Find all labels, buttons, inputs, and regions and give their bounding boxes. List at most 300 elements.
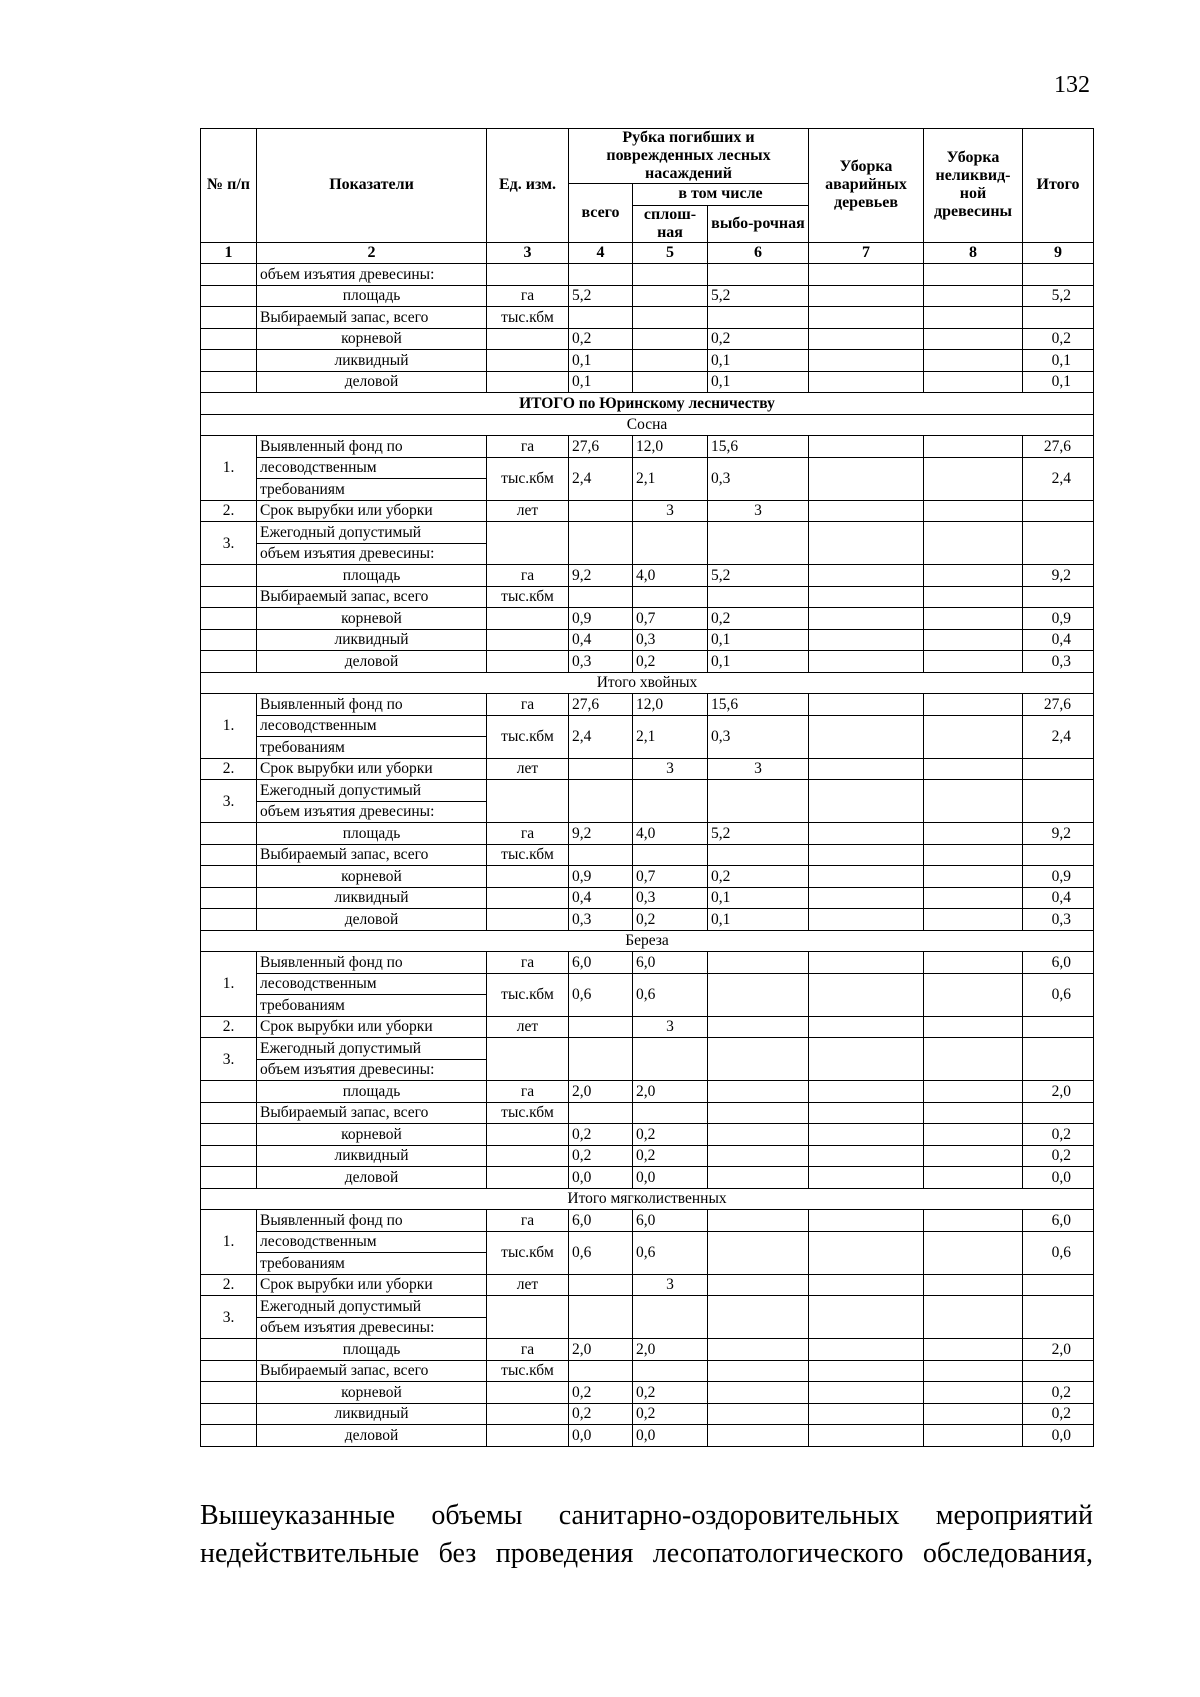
row-unit: га	[487, 694, 569, 716]
row-unit: тыс.кбм	[487, 715, 569, 758]
value-cell: 0,3	[708, 715, 809, 758]
value-cell	[569, 1274, 633, 1296]
value-cell	[633, 350, 708, 372]
value-cell	[924, 1038, 1023, 1081]
value-cell	[809, 328, 924, 350]
forest-felling-table	[200, 128, 1094, 1447]
value-cell: 6,0	[1023, 952, 1094, 974]
row-unit	[487, 522, 569, 565]
value-cell	[633, 586, 708, 608]
row-label: лесоводственным	[257, 457, 487, 479]
row-unit: тыс.кбм	[487, 1360, 569, 1382]
value-cell	[809, 909, 924, 931]
row-index	[201, 1425, 257, 1447]
row-label: ликвидный	[257, 1145, 487, 1167]
column-number: 1	[201, 242, 257, 264]
value-cell	[809, 1382, 924, 1404]
table-row	[201, 758, 1094, 780]
table-row	[201, 1382, 1094, 1404]
row-index	[201, 1360, 257, 1382]
header-num: № п/п	[201, 129, 257, 243]
value-cell: 6,0	[633, 1210, 708, 1232]
value-cell	[924, 715, 1023, 758]
row-label: лесоводственным	[257, 973, 487, 995]
value-cell	[924, 328, 1023, 350]
value-cell	[924, 1360, 1023, 1382]
row-index	[201, 1339, 257, 1361]
header-clear: сплош-ная	[633, 205, 708, 242]
value-cell: 0,6	[569, 1231, 633, 1274]
section-title: Итого хвойных	[201, 672, 1094, 694]
column-number: 9	[1023, 242, 1094, 264]
row-index: 1.	[201, 436, 257, 501]
row-index	[201, 823, 257, 845]
value-cell	[633, 328, 708, 350]
value-cell	[809, 1124, 924, 1146]
itogo-title-row	[201, 393, 1094, 415]
row-label: площадь	[257, 1339, 487, 1361]
value-cell: 0,9	[1023, 608, 1094, 630]
row-index	[201, 1403, 257, 1425]
value-cell	[708, 1016, 809, 1038]
row-index	[201, 1382, 257, 1404]
value-cell	[809, 1081, 924, 1103]
row-index	[201, 1102, 257, 1124]
value-cell: 2,0	[633, 1081, 708, 1103]
row-label: Ежегодный допустимый	[257, 780, 487, 802]
row-index	[201, 264, 257, 286]
value-cell	[1023, 264, 1094, 286]
row-label: ликвидный	[257, 350, 487, 372]
section-title: Сосна	[201, 414, 1094, 436]
row-unit	[487, 1145, 569, 1167]
value-cell	[809, 285, 924, 307]
row-label: объем изъятия древесины:	[257, 801, 487, 823]
table-row	[201, 973, 1094, 995]
value-cell	[809, 1145, 924, 1167]
value-cell	[809, 565, 924, 587]
value-cell	[1023, 758, 1094, 780]
value-cell	[809, 758, 924, 780]
value-cell: 0,4	[569, 629, 633, 651]
value-cell: 6,0	[633, 952, 708, 974]
row-unit	[487, 629, 569, 651]
table-row	[201, 1360, 1094, 1382]
value-cell: 0,1	[708, 909, 809, 931]
table-row	[201, 715, 1094, 737]
value-cell	[708, 1231, 809, 1274]
value-cell	[809, 350, 924, 372]
value-cell	[569, 1296, 633, 1339]
row-unit: тыс.кбм	[487, 457, 569, 500]
value-cell	[809, 457, 924, 500]
value-cell	[924, 694, 1023, 716]
value-cell	[708, 780, 809, 823]
value-cell	[809, 307, 924, 329]
row-label: объем изъятия древесины:	[257, 543, 487, 565]
value-cell: 0,2	[1023, 1124, 1094, 1146]
value-cell	[708, 1296, 809, 1339]
itogo-title: ИТОГО по Юринскому лесничеству	[201, 393, 1094, 415]
value-cell	[924, 1296, 1023, 1339]
value-cell: 4,0	[633, 565, 708, 587]
value-cell	[924, 1102, 1023, 1124]
row-index: 1.	[201, 952, 257, 1017]
value-cell	[708, 973, 809, 1016]
value-cell	[633, 371, 708, 393]
value-cell	[809, 608, 924, 630]
value-cell: 0,0	[569, 1425, 633, 1447]
row-index	[201, 586, 257, 608]
section-title-row	[201, 672, 1094, 694]
value-cell: 0,9	[1023, 866, 1094, 888]
value-cell: 0,2	[708, 866, 809, 888]
value-cell	[809, 371, 924, 393]
row-index: 1.	[201, 1210, 257, 1275]
value-cell: 0,7	[633, 866, 708, 888]
header-including: в том числе	[633, 184, 809, 206]
closing-line-2: недействительные без проведения лесопатологического обследования,	[200, 1538, 1093, 1569]
value-cell: 2,4	[1023, 457, 1094, 500]
table-row	[201, 1081, 1094, 1103]
value-cell	[924, 1145, 1023, 1167]
value-cell: 0,2	[569, 328, 633, 350]
value-cell	[708, 1081, 809, 1103]
row-index: 3.	[201, 1296, 257, 1339]
row-unit: лет	[487, 1016, 569, 1038]
value-cell: 9,2	[1023, 565, 1094, 587]
value-cell: 0,3	[1023, 651, 1094, 673]
value-cell	[633, 1038, 708, 1081]
value-cell	[809, 1339, 924, 1361]
value-cell	[569, 586, 633, 608]
value-cell: 0,1	[569, 371, 633, 393]
table-row	[201, 350, 1094, 372]
value-cell	[569, 758, 633, 780]
value-cell: 0,6	[569, 973, 633, 1016]
header-emergency: Уборка аварийных деревьев	[809, 129, 924, 243]
row-label: Ежегодный допустимый	[257, 1038, 487, 1060]
row-unit: лет	[487, 500, 569, 522]
value-cell	[809, 1296, 924, 1339]
value-cell	[809, 1360, 924, 1382]
value-cell	[569, 1016, 633, 1038]
value-cell: 4,0	[633, 823, 708, 845]
value-cell	[708, 1102, 809, 1124]
value-cell: 2,4	[1023, 715, 1094, 758]
row-unit	[487, 780, 569, 823]
row-unit	[487, 608, 569, 630]
table-row	[201, 1231, 1094, 1253]
value-cell	[633, 1102, 708, 1124]
value-cell: 0,9	[569, 608, 633, 630]
value-cell	[809, 887, 924, 909]
row-index	[201, 307, 257, 329]
row-index: 2.	[201, 758, 257, 780]
value-cell	[924, 307, 1023, 329]
row-label: площадь	[257, 823, 487, 845]
row-index: 2.	[201, 1274, 257, 1296]
value-cell: 0,4	[1023, 887, 1094, 909]
row-unit: тыс.кбм	[487, 307, 569, 329]
row-index	[201, 866, 257, 888]
section-title: Итого мягколиственных	[201, 1188, 1094, 1210]
row-label: деловой	[257, 1425, 487, 1447]
value-cell	[924, 1210, 1023, 1232]
value-cell	[809, 844, 924, 866]
row-label: Срок вырубки или уборки	[257, 1274, 487, 1296]
value-cell: 2,0	[569, 1339, 633, 1361]
row-label: Выбираемый запас, всего	[257, 307, 487, 329]
row-label: Выявленный фонд по	[257, 694, 487, 716]
value-cell	[924, 1231, 1023, 1274]
value-cell: 0,6	[633, 973, 708, 1016]
row-index	[201, 844, 257, 866]
value-cell	[569, 1102, 633, 1124]
row-unit: га	[487, 1339, 569, 1361]
value-cell	[924, 586, 1023, 608]
row-unit	[487, 651, 569, 673]
value-cell	[809, 586, 924, 608]
row-label: деловой	[257, 1167, 487, 1189]
value-cell: 15,6	[708, 436, 809, 458]
value-cell: 0,2	[1023, 328, 1094, 350]
row-index	[201, 565, 257, 587]
row-label: Выявленный фонд по	[257, 1210, 487, 1232]
row-index	[201, 909, 257, 931]
value-cell: 3	[633, 500, 708, 522]
value-cell	[924, 1425, 1023, 1447]
table-row	[201, 436, 1094, 458]
row-label: Выбираемый запас, всего	[257, 586, 487, 608]
table-row	[201, 1102, 1094, 1124]
column-number: 6	[708, 242, 809, 264]
value-cell: 0,2	[633, 1124, 708, 1146]
row-index	[201, 285, 257, 307]
value-cell	[1023, 586, 1094, 608]
value-cell	[633, 307, 708, 329]
value-cell	[924, 1167, 1023, 1189]
row-label: требованиям	[257, 737, 487, 759]
value-cell: 0,1	[708, 629, 809, 651]
value-cell	[708, 1274, 809, 1296]
row-unit: га	[487, 565, 569, 587]
value-cell: 0,0	[1023, 1425, 1094, 1447]
value-cell: 5,2	[708, 285, 809, 307]
value-cell: 0,1	[1023, 350, 1094, 372]
table-row	[201, 780, 1094, 802]
value-cell	[708, 1425, 809, 1447]
value-cell	[809, 866, 924, 888]
row-index	[201, 371, 257, 393]
value-cell	[708, 1038, 809, 1081]
value-cell	[924, 1339, 1023, 1361]
table-row	[201, 264, 1094, 286]
row-label: корневой	[257, 866, 487, 888]
header-felling-group: Рубка погибших и поврежденных лесных насаждений	[569, 129, 809, 184]
row-unit: тыс.кбм	[487, 1231, 569, 1274]
value-cell	[708, 586, 809, 608]
value-cell	[924, 1382, 1023, 1404]
value-cell	[633, 522, 708, 565]
row-label: Выявленный фонд по	[257, 952, 487, 974]
value-cell: 0,3	[708, 457, 809, 500]
row-unit	[487, 1296, 569, 1339]
value-cell: 0,2	[708, 328, 809, 350]
table-row	[201, 565, 1094, 587]
row-index	[201, 608, 257, 630]
value-cell	[924, 522, 1023, 565]
value-cell	[1023, 500, 1094, 522]
value-cell: 0,0	[633, 1425, 708, 1447]
row-label: деловой	[257, 909, 487, 931]
value-cell	[1023, 1296, 1094, 1339]
value-cell	[708, 1167, 809, 1189]
row-label: ликвидный	[257, 1403, 487, 1425]
row-unit: га	[487, 285, 569, 307]
row-label: объем изъятия древесины:	[257, 1059, 487, 1081]
value-cell	[809, 1102, 924, 1124]
value-cell	[809, 823, 924, 845]
value-cell	[924, 371, 1023, 393]
value-cell	[809, 694, 924, 716]
value-cell: 0,0	[1023, 1167, 1094, 1189]
value-cell: 5,2	[1023, 285, 1094, 307]
value-cell	[924, 1081, 1023, 1103]
row-index: 3.	[201, 522, 257, 565]
value-cell: 0,3	[633, 887, 708, 909]
value-cell	[924, 973, 1023, 1016]
value-cell	[924, 1016, 1023, 1038]
header-itogo: Итого	[1023, 129, 1094, 243]
value-cell: 27,6	[1023, 436, 1094, 458]
value-cell	[809, 522, 924, 565]
row-unit: тыс.кбм	[487, 1102, 569, 1124]
value-cell	[633, 264, 708, 286]
value-cell	[924, 350, 1023, 372]
value-cell: 0,2	[633, 1382, 708, 1404]
value-cell	[809, 1167, 924, 1189]
row-label: требованиям	[257, 995, 487, 1017]
row-label: Срок вырубки или уборки	[257, 1016, 487, 1038]
value-cell: 0,2	[569, 1124, 633, 1146]
value-cell: 12,0	[633, 694, 708, 716]
value-cell	[708, 1382, 809, 1404]
row-unit: тыс.кбм	[487, 973, 569, 1016]
value-cell	[633, 1360, 708, 1382]
value-cell	[708, 1403, 809, 1425]
value-cell	[1023, 522, 1094, 565]
column-numbers-row	[201, 242, 1094, 264]
row-label: площадь	[257, 1081, 487, 1103]
table-row	[201, 1038, 1094, 1060]
table-row	[201, 371, 1094, 393]
table-row	[201, 887, 1094, 909]
row-index: 3.	[201, 780, 257, 823]
row-label: корневой	[257, 328, 487, 350]
value-cell	[809, 629, 924, 651]
value-cell	[708, 1360, 809, 1382]
table-row	[201, 651, 1094, 673]
value-cell	[1023, 780, 1094, 823]
value-cell	[1023, 307, 1094, 329]
value-cell: 0,1	[708, 887, 809, 909]
value-cell	[1023, 1274, 1094, 1296]
value-cell: 12,0	[633, 436, 708, 458]
column-number: 7	[809, 242, 924, 264]
row-label: Срок вырубки или уборки	[257, 500, 487, 522]
row-unit	[487, 1124, 569, 1146]
column-number: 3	[487, 242, 569, 264]
value-cell: 3	[633, 758, 708, 780]
row-unit	[487, 1425, 569, 1447]
value-cell: 3	[708, 500, 809, 522]
table-row	[201, 1403, 1094, 1425]
value-cell	[924, 887, 1023, 909]
table-row	[201, 694, 1094, 716]
table-row	[201, 823, 1094, 845]
value-cell	[708, 1145, 809, 1167]
table-row	[201, 909, 1094, 931]
row-unit: га	[487, 952, 569, 974]
value-cell	[809, 264, 924, 286]
row-label: Выявленный фонд по	[257, 436, 487, 458]
value-cell	[924, 1274, 1023, 1296]
row-label: площадь	[257, 285, 487, 307]
section-title-row	[201, 930, 1094, 952]
closing-line-1: Вышеуказанные объемы санитарно-оздоровительных мероприятий	[200, 1500, 1093, 1531]
table-row	[201, 1167, 1094, 1189]
table-row	[201, 285, 1094, 307]
row-label: площадь	[257, 565, 487, 587]
value-cell	[708, 1124, 809, 1146]
value-cell	[569, 844, 633, 866]
value-cell: 6,0	[1023, 1210, 1094, 1232]
value-cell: 0,2	[1023, 1145, 1094, 1167]
value-cell: 27,6	[569, 436, 633, 458]
section-title: Береза	[201, 930, 1094, 952]
value-cell: 0,2	[569, 1382, 633, 1404]
row-index	[201, 1081, 257, 1103]
value-cell	[924, 608, 1023, 630]
value-cell	[924, 780, 1023, 823]
value-cell	[1023, 1102, 1094, 1124]
value-cell	[809, 1425, 924, 1447]
row-unit	[487, 1167, 569, 1189]
table-row	[201, 1145, 1094, 1167]
row-label: объем изъятия древесины:	[257, 1317, 487, 1339]
value-cell: 0,3	[569, 651, 633, 673]
value-cell	[569, 1038, 633, 1081]
value-cell: 3	[633, 1016, 708, 1038]
value-cell	[569, 1360, 633, 1382]
value-cell: 0,2	[633, 1145, 708, 1167]
value-cell: 0,4	[569, 887, 633, 909]
table-row	[201, 457, 1094, 479]
value-cell	[569, 264, 633, 286]
value-cell: 2,4	[569, 715, 633, 758]
value-cell	[633, 844, 708, 866]
row-index	[201, 1124, 257, 1146]
value-cell	[809, 1038, 924, 1081]
table-row	[201, 522, 1094, 544]
value-cell	[569, 500, 633, 522]
value-cell: 0,1	[708, 350, 809, 372]
column-number: 8	[924, 242, 1023, 264]
value-cell: 9,2	[569, 823, 633, 845]
value-cell	[569, 522, 633, 565]
value-cell	[569, 307, 633, 329]
